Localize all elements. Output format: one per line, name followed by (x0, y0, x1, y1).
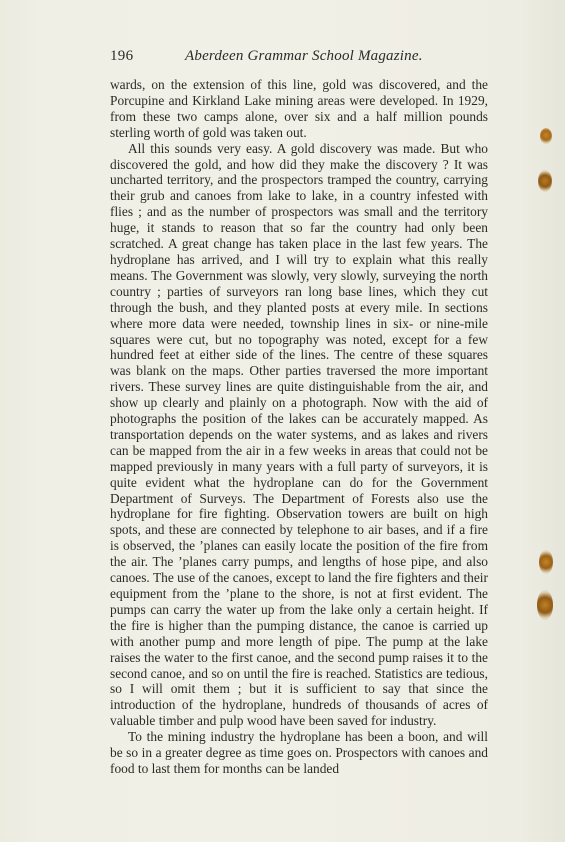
page-header (110, 48, 490, 68)
paragraph-1: wards, on the extension of this line, gold was discovered, and the Porcupine and Kirkland Lake mining areas were developed. In 1929, from these two camps alone, over six and a half million pounds sterling worth of gold was taken out. (110, 77, 488, 140)
running-title: Aberdeen Grammar School Magazine. (185, 48, 423, 64)
foxing-stain-2 (538, 170, 552, 192)
foxing-stain-4 (537, 590, 553, 620)
paragraph-2: All this sounds very easy. A gold discovery was made. But who discovered the gold, and how did they make the discovery ? It was uncharted territory, and the prospectors tramped the country, carrying their grub and canoes from lake to lake, in a country infested with flies ; and as the number of prospectors was small and the territory huge, it stands to reason that so far the country had only been scratched. A great change has taken place in the last few years. The hydroplane has arrived, and I will try to explain what this really means. The Government was slowly, very slowly, surveying the north country ; parties of surveyors ran long base lines, which they cut through the bush, and they planted posts at every mile. In sections where more data were needed, township lines in six- or nine-mile squares were cut, but no topography was noted, except for a few hundred feet at either side of the lines. The centre of these squares was blank on the maps. Other parties traversed the more important rivers. These survey lines are quite distinguishable from the air, and show up clearly and plainly on a photograph. Now with the aid of photographs the position of the lakes can be accurately mapped. As transportation depends on the water systems, and as lakes and rivers can be mapped from the air in a few weeks in areas that could not be mapped previously in many years with a full party of surveyors, it is quite evident what the hydroplane can do for the Government Department of Surveys. The Department of Forests also use the hydroplane for fire fighting. Observation towers are built on high spots, and these are connected by telephone to air bases, and if a fire is observed, the ’planes can easily locate the position of the fire from the air. The ’planes carry pumps, and lengths of hose pipe, and also canoes. The use of the canoes, except to land the fire fighters and their equipment from the ’plane to the shore, is not at first evident. The pumps can carry the water up from the lake only a certain height. If the fire is higher than the pumping distance, the canoe is carried up with another pump and more length of pipe. The pump at the lake raises the water to the first canoe, and the second pump raises it to the second canoe, and so on until the fire is reached. Statistics are tedious, so I will omit them ; but it is sufficient to say that since the introduction of the hydroplane, hundreds of thousands of acres of valuable timber and pulp wood have been saved for industry. (110, 140, 488, 729)
foxing-stain-3 (539, 550, 553, 574)
article-body (110, 77, 488, 777)
paragraph-3: To the mining industry the hydroplane has been a boon, and will be so in a greater degree as time goes on. Prospectors with canoes and food to last them for months can be landed (110, 729, 488, 776)
foxing-stain-1 (540, 128, 552, 144)
page-number: 196 (110, 48, 134, 64)
